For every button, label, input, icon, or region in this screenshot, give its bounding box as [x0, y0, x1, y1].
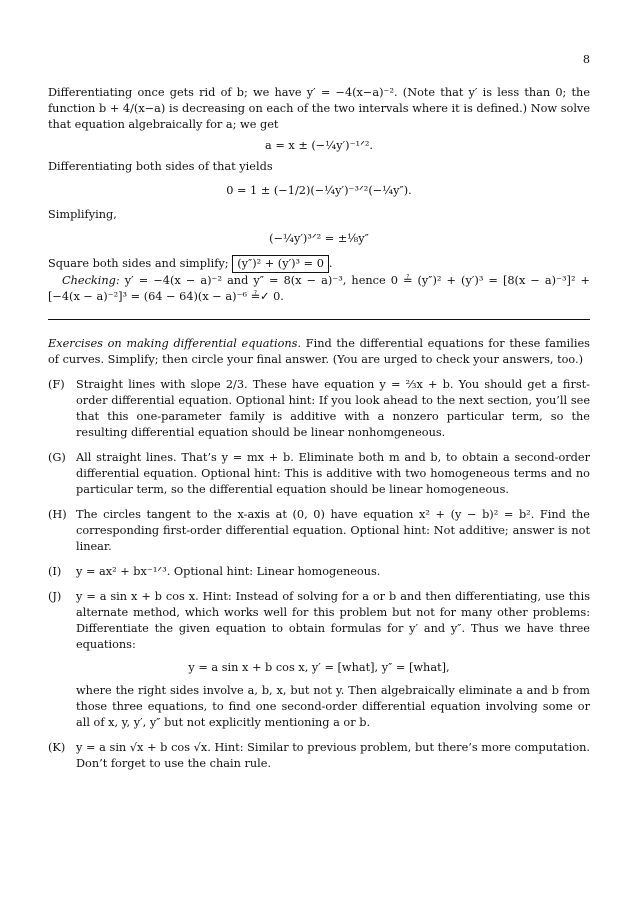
exercise-label: (J) [48, 590, 62, 603]
exercise-text: The circles tangent to the x-axis at (0, 0) have equation x² + (y − b)² = b². Find the corresponding first-order differential equation. Optional hint: Not additive; answer is not linear. [76, 508, 590, 553]
exercise-text: y = ax² + bx⁻¹ᐟ³. Optional hint: Linear homogeneous. [76, 565, 381, 578]
checking-text: y′ = −4(x − a)⁻² and y″ = 8(x − a)⁻³, hence 0 ≟ (y″)² + (y′)³ = [8(x − a)⁻³]² + [−4(x − a)⁻²]³ = (64 − 64)(x − a)⁻⁶ ≟✓ 0. [48, 274, 591, 303]
exercise-j [48, 589, 590, 731]
exercise-equations: y = a sin x + b cos x, y′ = [what], y″ = [what], [188, 661, 450, 674]
exercise-i [48, 564, 590, 580]
exercise-label: (G) [48, 451, 66, 464]
square-tail-text: . [328, 257, 333, 270]
square-both-sides-paragraph [48, 255, 590, 273]
exercise-text: y = a sin x + b cos x. Hint: Instead of solving for a or b and then differentiating, use this alternate method, which works well for this problem but not for many other problems: Differentiate the given equation to obtain formulas for y′ and y″. Thus we have three equations: [76, 590, 590, 651]
equation-derivative: 0 = 1 ± (−1/2)(−¼y′)⁻³ᐟ²(−¼y″). [226, 184, 412, 197]
checking-paragraph [48, 273, 590, 305]
square-lead-text: Square both sides and simplify; [48, 257, 229, 270]
section-divider [48, 319, 590, 320]
equation-simplified: (−¼y′)³ᐟ² = ±⅛y″ [269, 232, 369, 245]
exercises-intro [48, 336, 590, 368]
exercise-text-continued: where the right sides involve a, b, x, but not y. Then algebraically eliminate a and b from those three equations, to find one second-order differential equation involving some or all of x, y, y′, y″ but not explicitly mentioning a or b. [76, 684, 590, 729]
differentiating-paragraph: Differentiating both sides of that yields [48, 160, 273, 173]
exercise-label: (H) [48, 508, 67, 521]
equation-a: a = x ± (−¼y′)⁻¹ᐟ². [265, 139, 373, 152]
exercise-text: All straight lines. That’s y = mx + b. Eliminate both m and b, to obtain a second-order differential equation. Optional hint: This is additive with two homogeneous terms and no particular term, so the differential equation should be linear homogeneous. [76, 451, 590, 496]
exercise-label: (K) [48, 741, 66, 754]
page-content [48, 85, 590, 772]
boxed-answer: (y″)² + (y′)³ = 0 [232, 255, 329, 273]
checking-label: Checking: [62, 274, 120, 287]
intro-paragraph: Differentiating once gets rid of b; we have y′ = −4(x−a)⁻². (Note that y′ is less than 0; the function b + 4/(x−a) is decreasing on each of the two intervals where it is defined.) Now solve that equation algebraically for a; we get [48, 86, 590, 131]
exercise-label: (I) [48, 565, 62, 578]
exercise-label: (F) [48, 378, 65, 391]
exercises-heading: Exercises on making differential equations. [48, 337, 302, 350]
simplifying-paragraph: Simplifying, [48, 208, 117, 221]
exercise-body [76, 589, 590, 731]
exercise-text: y = a sin √x + b cos √x. Hint: Similar to previous problem, but there’s more computation. Don’t forget to use the chain rule. [76, 741, 590, 770]
exercise-f [48, 377, 590, 441]
page-number: 8 [582, 53, 590, 66]
exercise-h [48, 507, 590, 555]
exercise-text: Straight lines with slope 2/3. These have equation y = ⅔x + b. You should get a first-order differential equation. Optional hint: If you look ahead to the next section, you’ll see that this one-parameter family is additive with a nonzero particular term, so the resulting differential equation should be linear nonhomgeneous. [76, 378, 590, 439]
exercises-intro-text: Find the differential equations for these families of curves. Simplify; then circle your final answer. (You are urged to check your answers, too.) [48, 337, 590, 366]
exercise-k [48, 740, 590, 772]
exercise-g [48, 450, 590, 498]
